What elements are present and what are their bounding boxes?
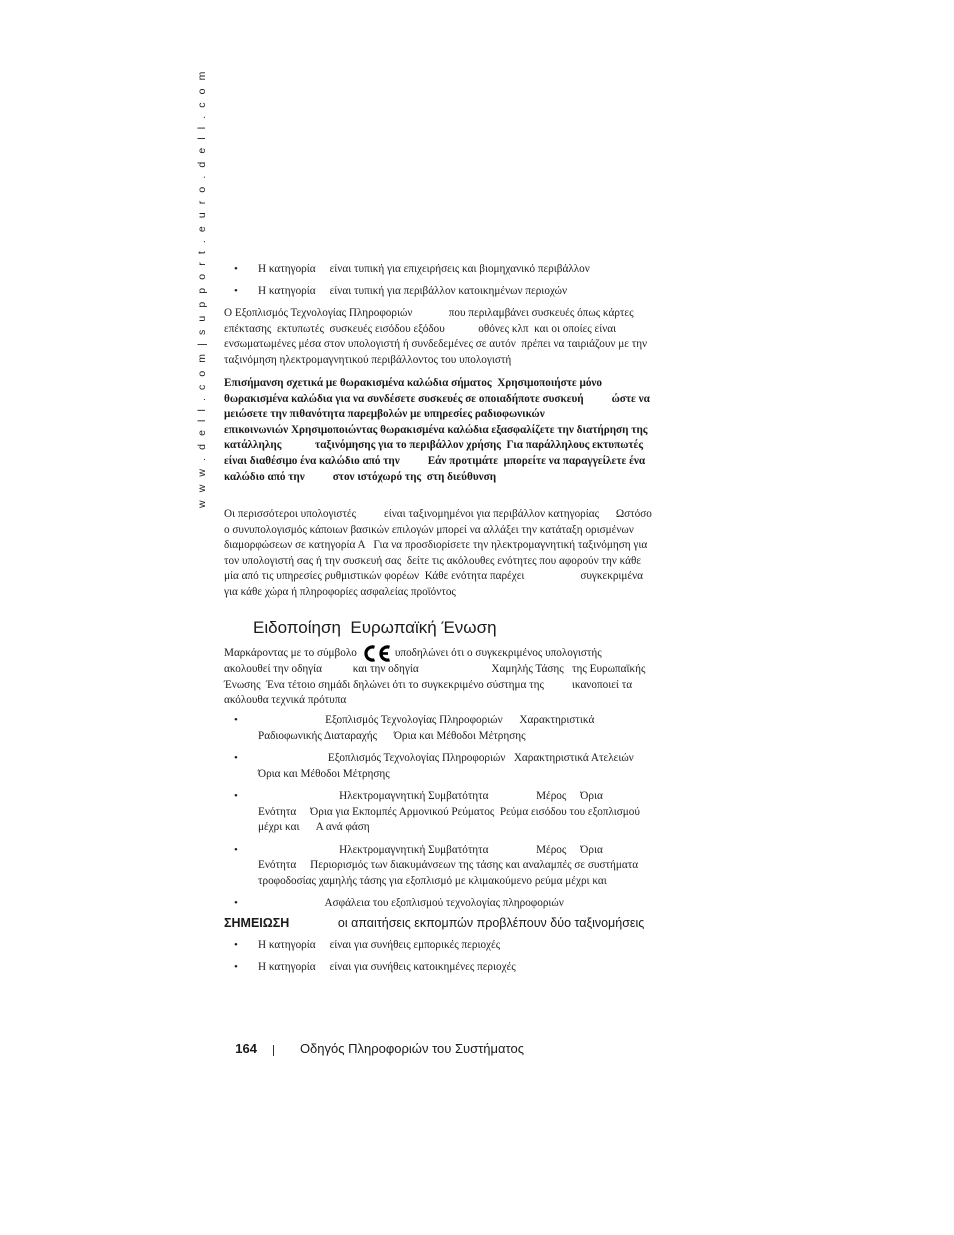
bullet-icon: • <box>234 714 238 726</box>
section-heading-eu: Ειδοποίηση Ευρωπαϊκή Ένωση <box>253 618 497 637</box>
page-footer <box>228 1019 628 1056</box>
paragraph-classification: Οι περισσότεροι υπολογιστές είναι ταξινομημένοι για περιβάλλον κατηγορίας Ωστόσο ο συνυπολογισμός κάποιων βασικών επιλογών μπορεί να αλλάξει την κατάταξη ορισμένων διαμορφώσεων σε κατηγορία Α Για να προσδιορίσετε την ηλεκτρομαγνητική ταξινόμηση για τον υπολογιστή σας ή την συσκευή σας δείτε τις ακόλουθες ενότητες που αφορούν την κάθε μία από τις υπηρεσίες ρυθμιστικών φορέων Κάθε ενότητα παρέχει συγκεκριμένα για κάθε χώρα ή πληροφορίες ασφαλείας προϊόντος <box>224 508 652 598</box>
bullet-icon: • <box>234 939 238 951</box>
footer-title: Οδηγός Πληροφοριών του Συστήματος <box>299 1041 524 1056</box>
standards-list <box>224 713 700 912</box>
ce-mark-icon <box>361 645 392 662</box>
bullet-icon: • <box>234 284 238 297</box>
paragraph-it-equipment: Ο Εξοπλισμός Τεχνολογίας Πληροφοριών που περιλαμβάνει συσκευές όπως κάρτες επέκτασης εκτυπωτές συσκευές εισόδου εξόδου οθόνες κλπ και οι οποίες είναι ενσωματωμένες μέσα στον υπολογιστή ή συνδεδεμένες σε αυτόν πρέπει να ταιριάζουν με την ταξινόμηση ηλεκτρομαγνητικού περιβάλλοντος του υπολογιστή <box>224 307 648 366</box>
note-label: ΣΗΜΕΙΩΣΗ <box>224 916 290 930</box>
bullet-icon: • <box>234 897 238 910</box>
bullet-icon: • <box>234 751 238 764</box>
page-number: 164 <box>235 1041 257 1056</box>
note <box>224 914 700 932</box>
note-text: οι απαιτήσεις εκπομπών προβλέπουν δύο ταξινομήσεις <box>289 916 645 930</box>
side-url: w w w . d e l l . c o m | s u p p o r t . e u r o . d e l l . c o m <box>196 69 208 508</box>
bottom-bullet-list <box>224 938 700 976</box>
list-item: • Η κατηγορία είναι για συνήθεις εμπορικές περιοχές <box>224 938 700 954</box>
list-item: • Εξοπλισμός Τεχνολογίας Πληροφοριών Χαρακτηριστικά Ατελειών Όρια και Μέθοδοι Μέτρησης <box>234 751 634 780</box>
shielded-cables-note: Επισήμανση σχετικά με θωρακισμένα καλώδια σήματος Χρησιμοποιήστε μόνο θωρακισμένα καλώδια για να συνδέσετε συσκευές σε οποιαδήποτε συσκευή ώστε να μειώσετε την πιθανότητα παρεμβολών με υπηρεσίες ραδιοφωνικών επικοινωνιών Χρησιμοποιώντας θωρακισμένα καλώδια εξασφαλίζετε την διατήρηση της κατάλληλης ταξινόμησης για το περιβάλλον χρήσης Για παράλληλους εκτυπωτές είναι διαθέσιμο ένα καλώδιο από την Εάν προτιμάτε μπορείτε να παραγγείλετε ένα καλώδιο από την στον ιστόχωρό της στη διεύθυνση <box>224 377 650 483</box>
bullet-icon: • <box>234 843 238 856</box>
list-item: • Η κατηγορία είναι τυπική για επιχειρήσεις και βιομηχανικό περιβάλλον <box>224 262 700 278</box>
bullet-icon: • <box>234 960 238 973</box>
list-item: • Η κατηγορία είναι τυπική για περιβάλλον κατοικημένων περιοχών <box>224 284 700 300</box>
list-item: • Ασφάλεια του εξοπλισμού τεχνολογίας πληροφοριών <box>224 896 700 912</box>
paragraph-eu: Μαρκάροντας με το σύμβολο υποδηλώνει ότι ο συγκεκριμένος υπολογιστής ακολουθεί την οδηγία και την οδηγία Χαμηλής Τάσης της Ευρωπαϊκής Ένωσης Ένα τέτοιο σημάδι δηλώνει ότι το συγκεκριμένο σύστημα της ικανοποιεί τα ακόλουθα τεχνικά πρότυπα <box>224 646 646 707</box>
list-item: • Ηλεκτρομαγνητική Συμβατότητα Μέρος Όρια Ενότητα Όρια για Εκπομπές Αρμονικού Ρεύματος Ρεύμα εισόδου του εξοπλισμού μέχρι και Α ανά φάση <box>234 789 640 834</box>
list-item: • Εξοπλισμός Τεχνολογίας Πληροφοριών Χαρακτηριστικά Ραδιοφωνικής Διαταραχής Όρια και Μέθοδοι Μέτρησης <box>234 714 595 742</box>
top-bullet-list <box>224 262 700 300</box>
bullet-icon: • <box>234 263 238 275</box>
list-item: • Ηλεκτρομαγνητική Συμβατότητα Μέρος Όρια Ενότητα Περιορισμός των διακυμάνσεων της τάσης και αναλαμπές σε συστήματα τροφοδοσίας χαμηλής τάσης για εξοπλισμό με κλιμακούμενο ρεύμα μέχρι και <box>234 843 639 887</box>
list-item: • Η κατηγορία είναι για συνήθεις κατοικημένες περιοχές <box>224 960 700 976</box>
footer-separator <box>273 1045 274 1056</box>
bullet-icon: • <box>234 789 238 802</box>
